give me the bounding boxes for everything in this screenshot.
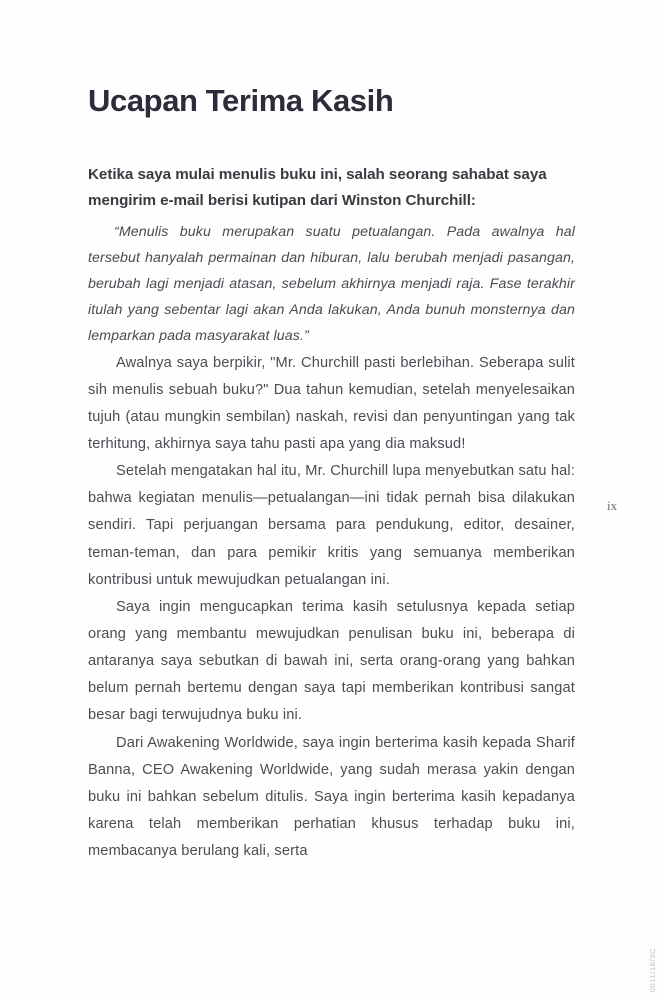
body-paragraph-3: Saya ingin mengucapkan terima kasih setulusnya kepada setiap orang yang membantu mewujudkan penulisan buku ini, beberapa di antaranya saya sebutkan di bawah ini, serta orang-orang yang bahkan belum pernah bertemu dengan saya tapi memberikan kontribusi sangat besar bagi terwujudnya buku ini. — [88, 598, 575, 724]
body-paragraph-4: Dari Awakening Worldwide, saya ingin berterima kasih kepada Sharif Banna, CEO Awakening Worldwide, yang sudah merasa yakin dengan buku ini bahkan sebelum ditulis. Saya ingin berterima kasih kepadanya karena telah memberikan perhatian khusus terhadap buku ini, membacanya berulang kali, serta — [88, 734, 575, 860]
churchill-blockquote: “Menulis buku merupakan suatu petualangan. Pada awalnya hal tersebut hanyalah permainan dan hiburan, lalu berubah menjadi pasangan, berubah lagi menjadi atasan, sebelum akhirnya menjadi raja. Fase terakhir itulah yang sebentar lagi akan Anda lakukan, Anda bunuh monsternya dan lemparkan pada masyarakat luas.” — [88, 224, 575, 344]
lead-paragraph: Ketika saya mulai menulis buku ini, salah seorang sahabat saya mengirim e-mail berisi kutipan dari Winston Churchill: — [88, 166, 547, 210]
edge-watermark-code: 0011/16/3C — [648, 947, 657, 992]
page-content — [88, 84, 575, 865]
page-number: ix — [607, 498, 618, 513]
page-title: Ucapan Terima Kasih — [88, 83, 394, 118]
body-paragraph-1: Awalnya saya berpikir, "Mr. Churchill pasti berlebihan. Seberapa sulit sih menulis sebuah buku?" Dua tahun kemudian, setelah menyelesaikan tujuh (atau mungkin sembilan) naskah, revisi dan penyuntingan yang tak terhitung, akhirnya saya tahu pasti apa yang dia maksud! — [88, 354, 575, 453]
body-paragraph-2: Setelah mengatakan hal itu, Mr. Churchill lupa menyebutkan satu hal: bahwa kegiatan menulis—petualangan—ini tidak pernah bisa dilakukan sendiri. Tapi perjuangan bersama para pendukung, editor, desainer, teman-teman, dan para pemikir kritis yang semuanya memberikan kontribusi untuk mewujudkan petualangan ini. — [88, 463, 575, 588]
